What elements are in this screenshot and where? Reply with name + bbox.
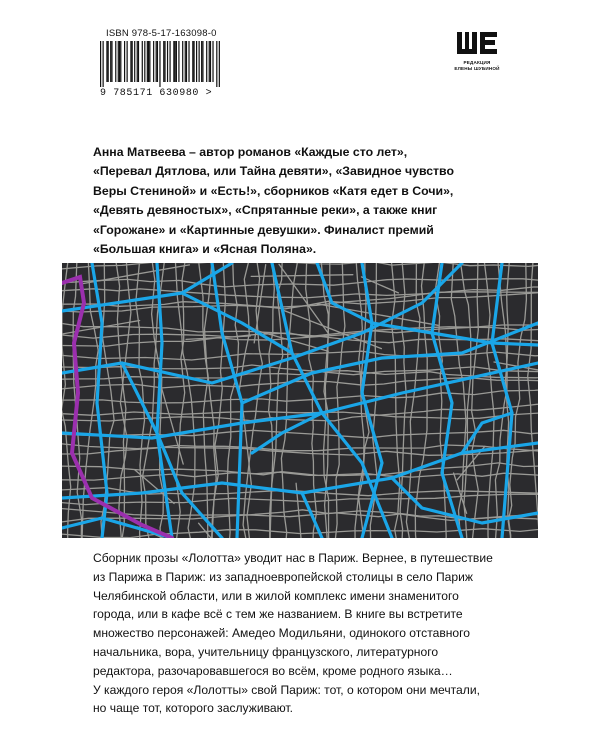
- blurb-line: из Парижа в Париж: из западноевропейской столицы в село Париж: [93, 569, 473, 584]
- bio-line: «Девять девяностых», «Спрятанные реки», а также книг: [93, 203, 438, 218]
- blurb-line: начальника, вора, учительницу французского, литературного: [93, 644, 439, 659]
- logo-caption-line1: РЕДАКЦИЯ: [463, 60, 491, 65]
- bio-line: «Большая книга» и «Ясная Поляна».: [93, 242, 317, 257]
- minor-street: [485, 263, 495, 538]
- minor-street: [62, 327, 538, 338]
- minor-street: [62, 494, 538, 505]
- barcode-digits: 9 785171 630980 >: [100, 88, 213, 99]
- publisher-logo-mark: [455, 28, 499, 58]
- publisher-logo: [447, 28, 507, 71]
- city-map-svg: [62, 263, 538, 538]
- minor-street: [528, 263, 538, 538]
- minor-street: [472, 263, 479, 538]
- minor-street: [62, 279, 538, 287]
- isbn-label: ISBN 978-5-17-163098-0: [106, 28, 217, 39]
- blurb-line: редактора, разочаровавшегося во всём, кроме родного языка…: [93, 663, 453, 678]
- minor-street: [62, 263, 538, 269]
- bio-line: Веры Стениной» и «Есть!», сборников «Катя едет в Сочи»,: [93, 183, 454, 198]
- blurb-line: Челябинской области, или в жилой комплекс имени знаменитого: [93, 588, 459, 603]
- minor-street: [317, 304, 438, 325]
- blurb-line: но чаще тот, которого заслуживают.: [93, 701, 293, 716]
- book-blurb: [93, 549, 533, 718]
- bio-line: «Горожане» и «Картинные девушки». Финалист премий: [93, 222, 434, 237]
- bio-line: Анна Матвеева – автор романов «Каждые сто лет»,: [93, 145, 408, 159]
- logo-caption-line2: ЕЛЕНЫ ШУБИНОЙ: [454, 65, 500, 71]
- blurb-line: множество персонажей: Амедео Модильяни, одинокого отставного: [93, 626, 471, 641]
- minor-street: [251, 275, 353, 277]
- author-bio: [93, 143, 533, 259]
- city-map-illustration: [62, 263, 538, 538]
- isbn-barcode: [100, 28, 228, 99]
- blurb-line: города, или в кафе всё с тем же названием. В книге вы встретите: [93, 607, 463, 622]
- blurb-line: У каждого героя «Лолотты» свой Париж: тот, о котором они мечтали,: [93, 682, 480, 697]
- bio-line: «Перевал Дятлова, или Тайна девяти», «Завидное чувство: [93, 164, 454, 179]
- barcode-bars: [100, 41, 220, 87]
- minor-streets: [62, 263, 538, 538]
- minor-street: [508, 263, 526, 538]
- minor-street: [392, 263, 400, 538]
- blurb-line: Сборник прозы «Лолотта» уводит нас в Париж. Вернее, в путешествие: [93, 551, 493, 565]
- minor-street: [400, 263, 406, 538]
